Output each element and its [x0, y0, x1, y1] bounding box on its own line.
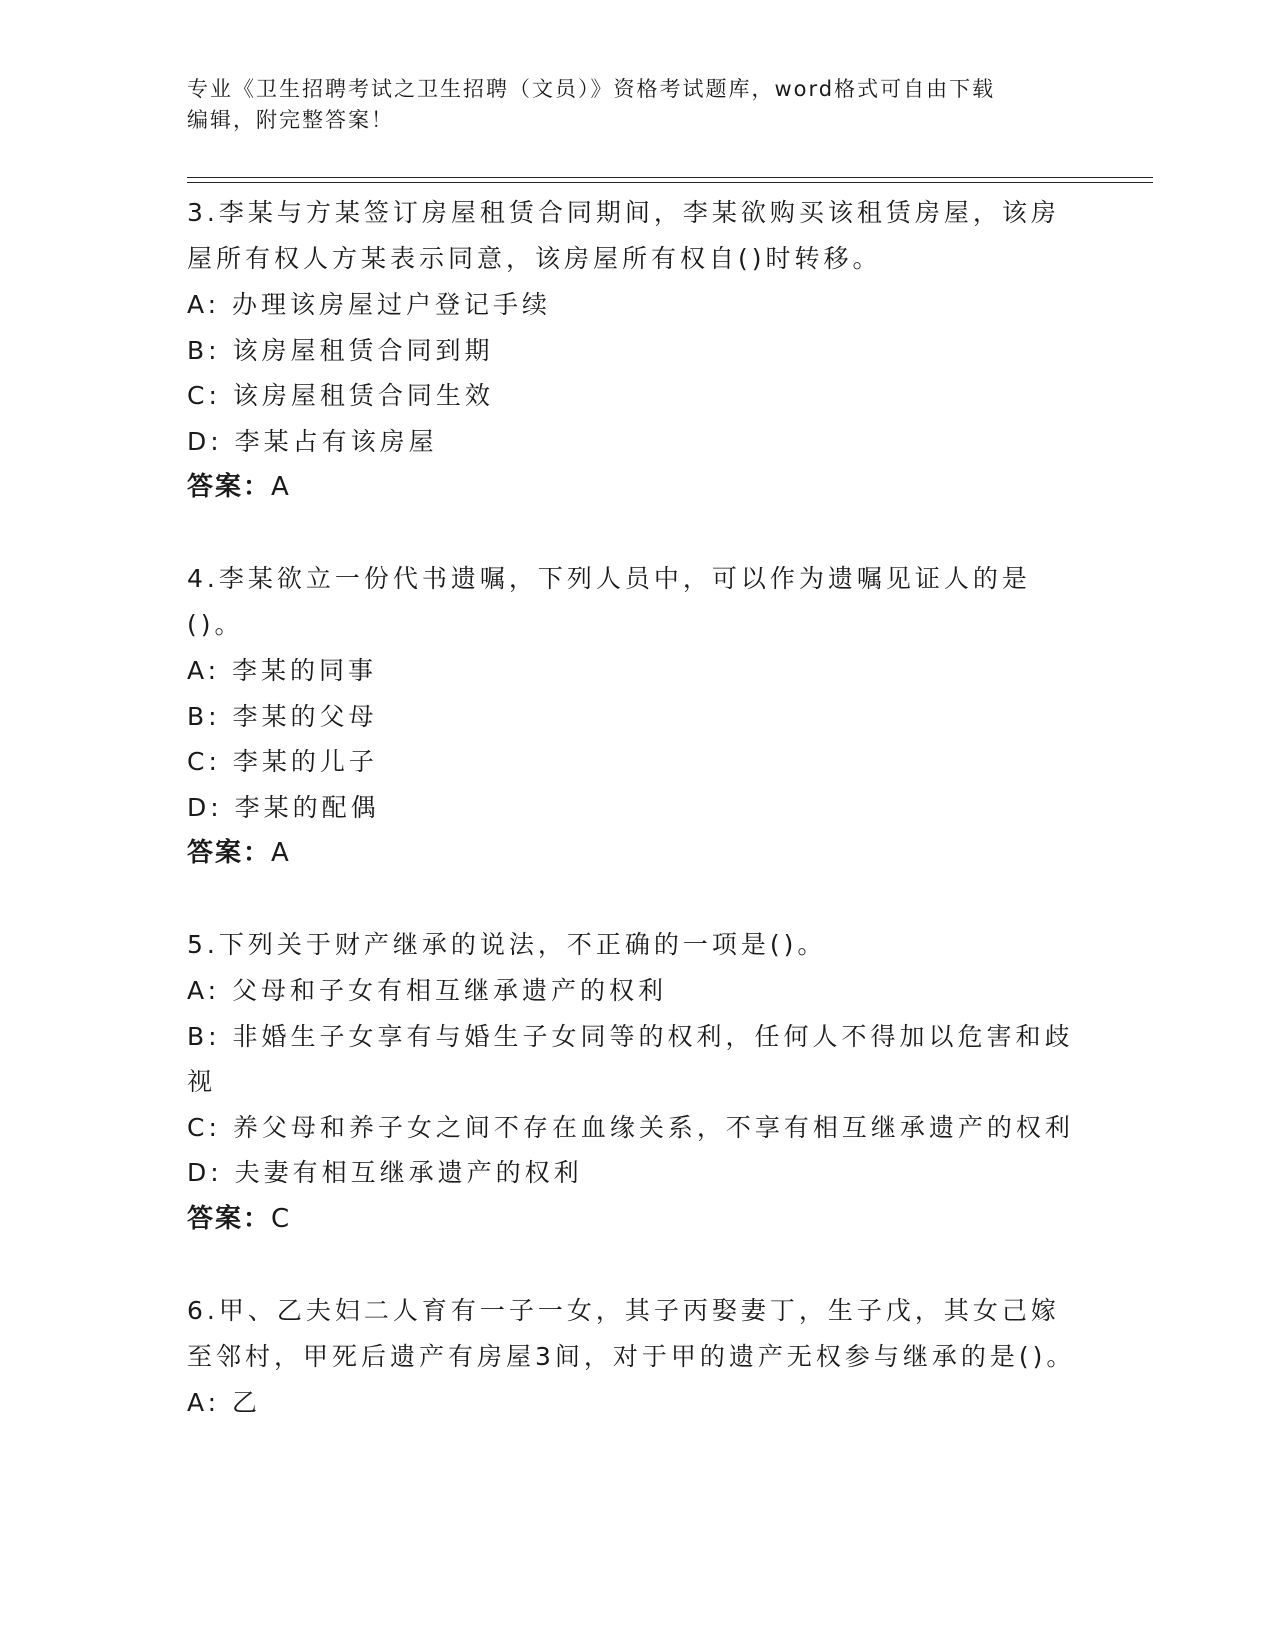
option-c: C: 李某的儿子	[187, 747, 378, 776]
question-stem: 5.下列关于财产继承的说法，不正确的一项是()。	[187, 930, 827, 959]
answer-value: C	[271, 1203, 292, 1234]
option-d: D: 李某占有该房屋	[187, 426, 438, 456]
answer-value: A	[271, 838, 291, 868]
answer-label: 答案：	[187, 1203, 272, 1234]
document-header	[187, 74, 1067, 136]
question-list	[187, 190, 1087, 1471]
question-5	[187, 922, 1087, 1242]
option-b: B: 该房屋租赁合同到期	[187, 335, 494, 365]
option-a: A: 李某的同事	[187, 656, 378, 685]
option-c: C: 该房屋租赁合同生效	[187, 381, 494, 410]
question-6	[187, 1288, 1087, 1426]
option-d: D: 李某的配偶	[187, 792, 380, 822]
answer-label: 答案：	[187, 472, 272, 502]
answer-value: A	[271, 472, 291, 502]
option-a: A: 乙	[187, 1387, 262, 1417]
header-line-1: 专业《卫生招聘考试之卫生招聘（文员）》资格考试题库，word格式可自由下载	[187, 77, 996, 101]
option-b: B: 非婚生子女享有与婚生子女同等的权利，任何人不得加以危害和歧视	[187, 1021, 1074, 1096]
answer-line	[187, 830, 1087, 876]
header-line-2: 编辑，附完整答案！	[187, 108, 394, 132]
option-a: A: 父母和子女有相互继承遗产的权利	[187, 976, 668, 1005]
answer-line	[187, 464, 1087, 510]
header-divider-bottom	[187, 182, 1153, 183]
option-c: C: 养父母和养子女之间不存在血缘关系，不享有相互继承遗产的权利	[187, 1112, 1074, 1142]
question-stem: 3.李某与方某签订房屋租赁合同期间，李某欲购买该租赁房屋，该房屋所有权人方某表示同意，该房屋所有权自()时转移。	[187, 198, 1060, 273]
option-b: B: 李某的父母	[187, 701, 378, 731]
question-4	[187, 556, 1087, 876]
header-divider-top	[187, 177, 1153, 178]
option-d: D: 夫妻有相互继承遗产的权利	[187, 1158, 583, 1187]
question-3	[187, 190, 1087, 510]
answer-label: 答案：	[187, 838, 272, 868]
option-a: A: 办理该房屋过户登记手续	[187, 290, 552, 319]
answer-line	[187, 1196, 1087, 1242]
question-stem: 4.李某欲立一份代书遗嘱，下列人员中，可以作为遗嘱见证人的是()。	[187, 564, 1031, 639]
question-stem: 6.甲、乙夫妇二人育有一子一女，其子丙娶妻丁，生子戊，其女己嫁至邻村，甲死后遗产有房屋3间，对于甲的遗产无权参与继承的是()。	[187, 1295, 1076, 1371]
